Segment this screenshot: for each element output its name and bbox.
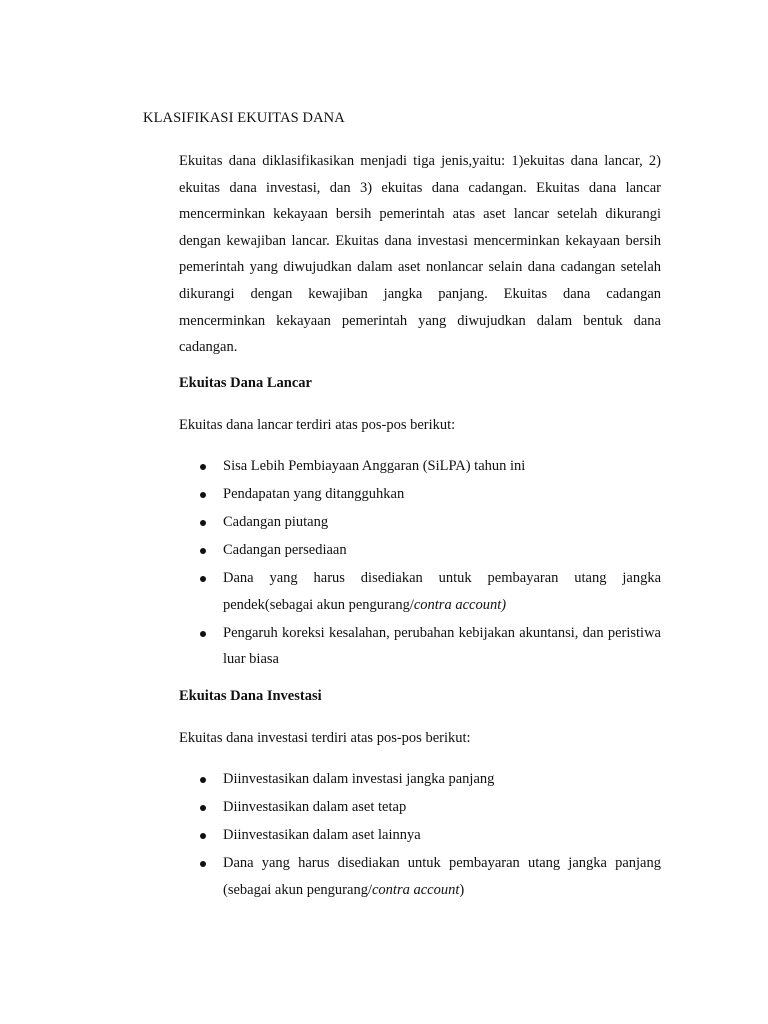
- heading-ekuitas-dana-lancar: Ekuitas Dana Lancar: [179, 375, 312, 391]
- list-item: [179, 565, 661, 618]
- list-item: [179, 537, 661, 564]
- bullet-icon: [200, 805, 206, 811]
- list-item: [179, 481, 661, 508]
- list-item-emphasis: contra account): [413, 596, 507, 613]
- bullet-icon: [200, 631, 206, 637]
- list-item-text: Dana yang harus disediakan untuk pembayaran utang jangka pendek(sebagai akun pengurang/: [223, 569, 661, 613]
- list-item: [179, 794, 661, 821]
- list-item-text: Dana yang harus disediakan untuk pembayaran utang jangka panjang (sebagai akun pengurang/: [223, 854, 661, 898]
- bullet-icon: [200, 777, 206, 783]
- list-item: [179, 850, 661, 903]
- lead-ekuitas-dana-investasi: Ekuitas dana investasi terdiri atas pos-pos berikut:: [179, 730, 471, 746]
- list-ekuitas-dana-investasi: [179, 766, 661, 905]
- list-item-text: Pendapatan yang ditangguhkan: [223, 485, 405, 502]
- list-item-text: Cadangan piutang: [223, 513, 329, 530]
- document-title: KLASIFIKASI EKUITAS DANA: [143, 110, 345, 126]
- heading-ekuitas-dana-investasi: Ekuitas Dana Investasi: [179, 688, 322, 704]
- list-item-text: Diinvestasikan dalam aset lainnya: [223, 826, 421, 843]
- list-item-emphasis: contra account: [371, 881, 460, 898]
- list-item: [179, 509, 661, 536]
- list-item-text: Diinvestasikan dalam investasi jangka panjang: [223, 771, 495, 787]
- list-item: [179, 620, 661, 673]
- list-item-text: Sisa Lebih Pembiayaan Anggaran (SiLPA) tahun ini: [223, 458, 526, 474]
- bullet-icon: [200, 520, 206, 526]
- list-item-text: Diinvestasikan dalam aset tetap: [223, 798, 407, 815]
- lead-ekuitas-dana-lancar: Ekuitas dana lancar terdiri atas pos-pos berikut:: [179, 417, 456, 433]
- list-item: [179, 822, 661, 849]
- list-item: [179, 766, 661, 793]
- list-item-text: Cadangan persediaan: [223, 541, 347, 558]
- bullet-icon: [200, 576, 206, 582]
- bullet-icon: [200, 861, 206, 867]
- bullet-icon: [200, 492, 206, 498]
- bullet-icon: [200, 833, 206, 839]
- list-item-suffix: ): [459, 881, 465, 898]
- bullet-icon: [200, 464, 206, 470]
- intro-paragraph: Ekuitas dana diklasifikasikan menjadi tiga jenis,yaitu: 1)ekuitas dana lancar, 2) ekuitas dana investasi, dan 3) ekuitas dana cadangan. Ekuitas dana lancar mencerminkan kekayaan bersih pemerintah atas aset lancar setelah dikurangi dengan kewajiban lancar. Ekuitas dana investasi mencerminkan kekayaan bersih pemerintah yang diwujudkan dalam aset nonlancar selain dana cadangan setelah dikurangi dengan kewajiban jangka panjang. Ekuitas dana cadangan mencerminkan kekayaan pemerintah yang diwujudkan dalam bentuk dana cadangan.: [179, 153, 661, 356]
- bullet-icon: [200, 548, 206, 554]
- list-item: [179, 453, 661, 480]
- list-ekuitas-dana-lancar: [179, 453, 661, 674]
- list-item-text: Pengaruh koreksi kesalahan, perubahan kebijakan akuntansi, dan peristiwa luar biasa: [223, 624, 661, 668]
